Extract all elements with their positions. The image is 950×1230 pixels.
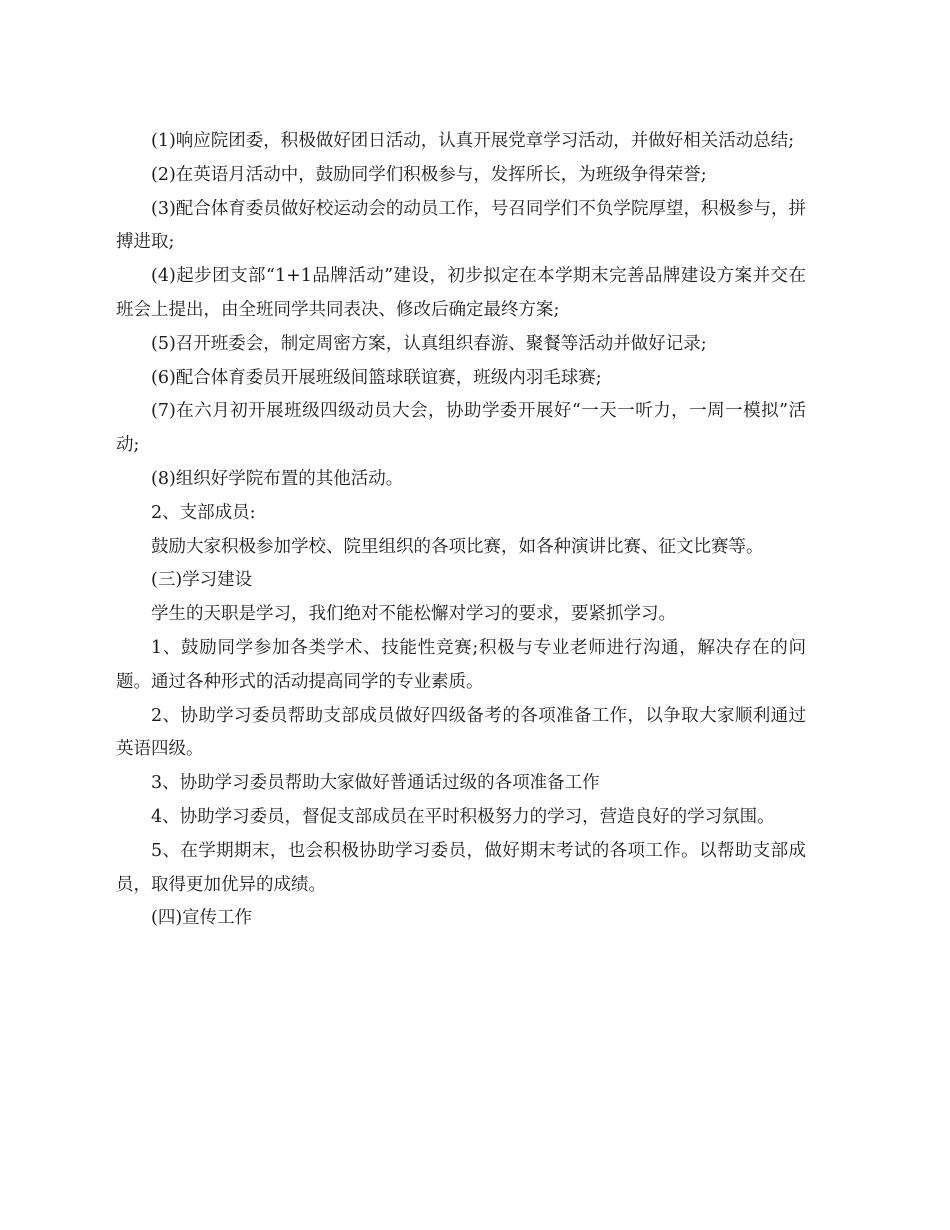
- paragraph-study-1: 1、鼓励同学参加各类学术、技能性竞赛;积极与专业老师进行沟通，解决存在的问题。通过各种形式的活动提高同学的专业素质。: [116, 637, 806, 692]
- paragraph-study-4: 4、协助学习委员，督促支部成员在平时积极努力的学习，营造良好的学习氛围。: [151, 806, 775, 827]
- paragraph-activity-3: (3)配合体育委员做好校运动会的动员工作，号召同学们不负学院厚望，积极参与，拼搏进取;: [116, 198, 806, 253]
- paragraph-activity-1: (1)响应院团委，积极做好团日活动，认真开展党章学习活动，并做好相关活动总结;: [151, 131, 795, 151]
- paragraph-activity-5: (5)召开班委会，制定周密方案，认真组织春游、聚餐等活动并做好记录;: [151, 333, 707, 354]
- section-heading-members: 2、支部成员:: [151, 502, 256, 523]
- paragraph-study-5: 5、在学期期末，也会积极协助学习委员，做好期末考试的各项工作。以帮助支部成员，取得更加优异的成绩。: [116, 840, 806, 895]
- document-page: [116, 125, 806, 936]
- paragraph-activity-6: (6)配合体育委员开展班级间篮球联谊赛，班级内羽毛球赛;: [151, 367, 602, 388]
- paragraph-members: 鼓励大家积极参加学校、院里组织的各项比赛，如各种演讲比赛、征文比赛等。: [151, 536, 764, 557]
- paragraph-study-2: 2、协助学习委员帮助支部成员做好四级备考的各项准备工作，以争取大家顺利通过英语四级。: [116, 705, 806, 760]
- paragraph-activity-4: (4)起步团支部“1+1品牌活动”建设，初步拟定在本学期末完善品牌建设方案并交在班会上提出，由全班同学共同表决、修改后确定最终方案;: [116, 266, 806, 320]
- paragraph-study-intro: 学生的天职是学习，我们绝对不能松懈对学习的要求，要紧抓学习。: [151, 604, 676, 625]
- paragraph-activity-2: (2)在英语月活动中，鼓励同学们积极参与，发挥所长，为班级争得荣誉;: [151, 164, 707, 185]
- paragraph-study-3: 3、协助学习委员帮助大家做好普通话过级的各项准备工作: [151, 773, 600, 794]
- paragraph-activity-8: (8)组织好学院布置的其他活动。: [151, 468, 404, 489]
- section-heading-publicity: (四)宣传工作: [151, 908, 253, 929]
- section-heading-study: (三)学习建设: [151, 570, 253, 591]
- paragraph-activity-7: (7)在六月初开展班级四级动员大会，协助学委开展好“一天一听力，一周一模拟”活动;: [116, 401, 806, 456]
